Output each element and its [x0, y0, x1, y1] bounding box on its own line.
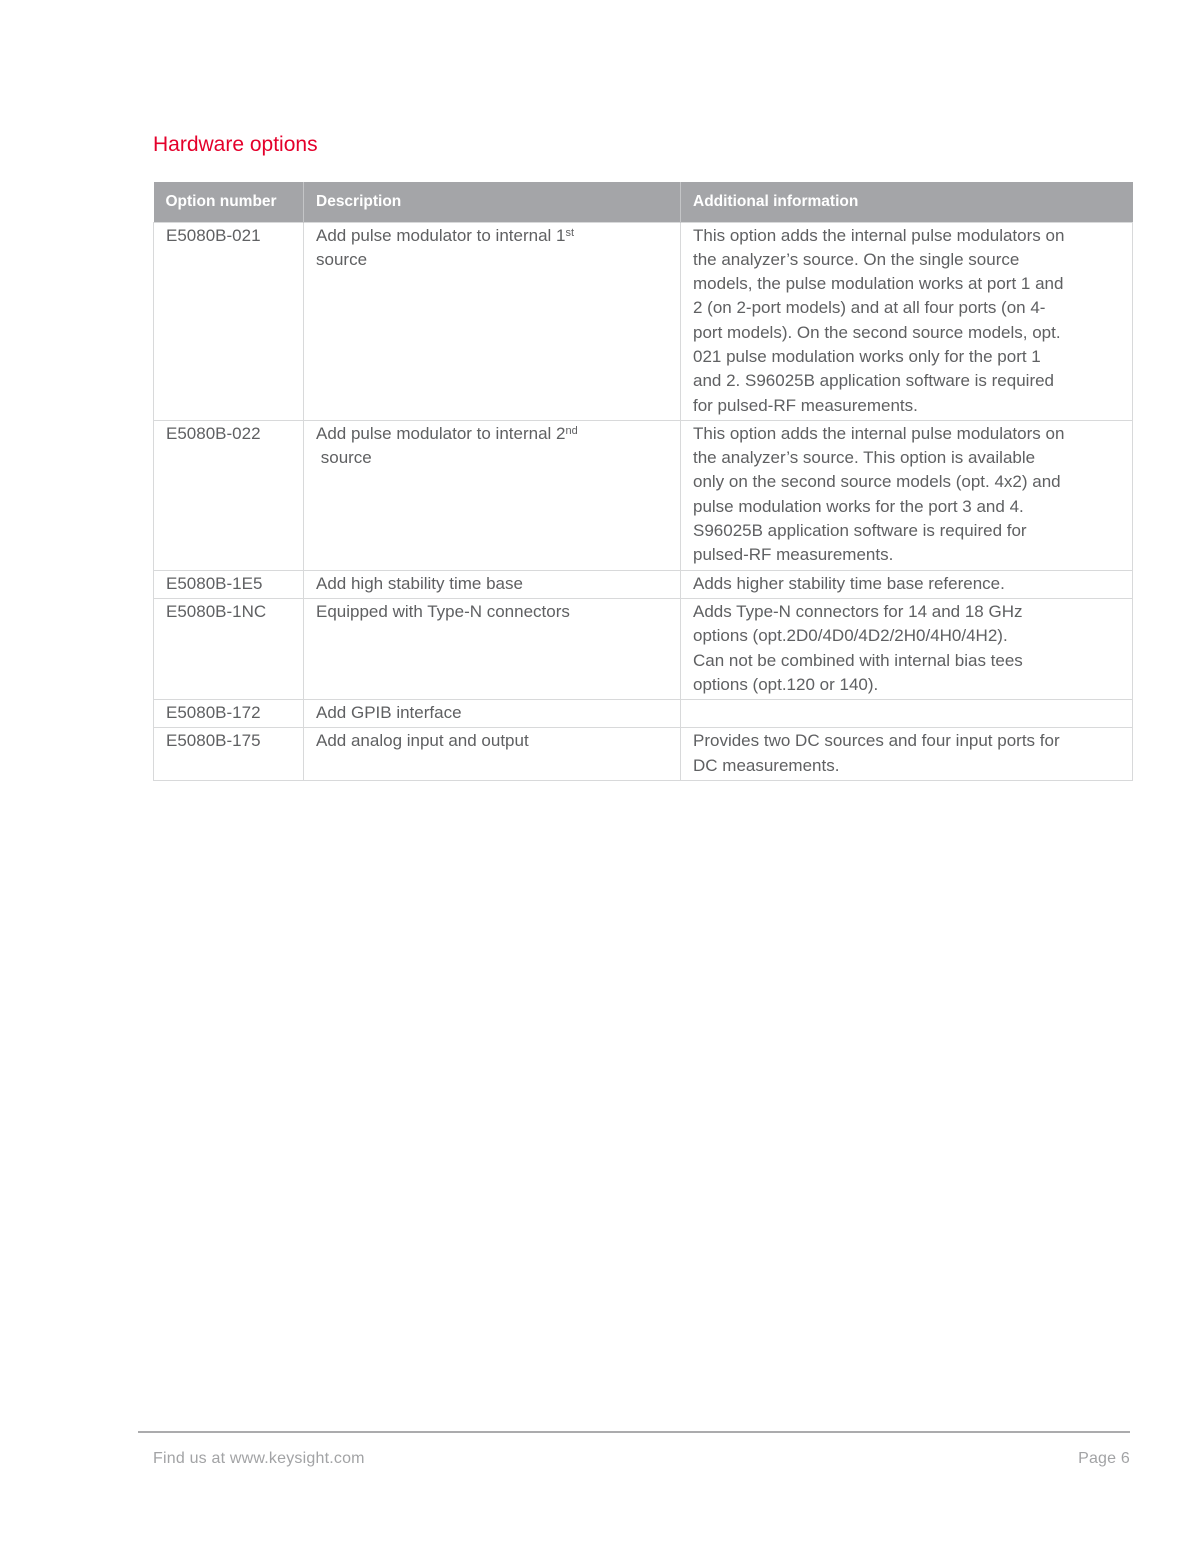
- description-cell: Add analog input and output: [304, 728, 681, 781]
- page-footer: [153, 1450, 1130, 1468]
- additional-information-cell: Adds Type-N connectors for 14 and 18 GHz options (opt.2D0/4D0/4D2/2H0/4H0/4H2). Can not be combined with internal bias tees options (opt.120 or 140).: [681, 598, 1133, 699]
- hardware-options-table: [153, 182, 1133, 781]
- page-title: Hardware options: [153, 133, 318, 156]
- description-cell: Add GPIB interface: [304, 700, 681, 728]
- option-number-cell: E5080B-1E5: [154, 570, 304, 598]
- table-row: [154, 222, 1133, 420]
- ordinal-superscript: nd: [565, 424, 578, 437]
- description-cell: Add high stability time base: [304, 570, 681, 598]
- additional-information-cell: This option adds the internal pulse modulators on the analyzer’s source. On the single source models, the pulse modulation works at port 1 and 2 (on 2-port models) and at all four ports (on 4- port models). On the second source models, opt. 021 pulse modulation works only for the port 1 and 2. S96025B application software is required for pulsed-RF measurements.: [681, 222, 1133, 420]
- description-cell: Add pulse modulator to internal 1st source: [304, 222, 681, 420]
- additional-information-cell: Provides two DC sources and four input ports for DC measurements.: [681, 728, 1133, 781]
- table-row: [154, 598, 1133, 699]
- additional-information-cell: This option adds the internal pulse modulators on the analyzer’s source. This option is available only on the second source models (opt. 4x2) and pulse modulation works for the port 3 and 4. S96025B application software is required for pulsed-RF measurements.: [681, 420, 1133, 570]
- option-number-cell: E5080B-021: [154, 222, 304, 420]
- table-row: [154, 700, 1133, 728]
- table-row: [154, 570, 1133, 598]
- table-row: [154, 420, 1133, 570]
- table-header-row: [154, 182, 1133, 222]
- additional-information-cell: [681, 700, 1133, 728]
- table-body: [154, 222, 1133, 781]
- option-number-cell: E5080B-175: [154, 728, 304, 781]
- option-number-cell: E5080B-022: [154, 420, 304, 570]
- column-header-description: Description: [304, 182, 681, 222]
- ordinal-superscript: st: [565, 226, 575, 239]
- column-header-additional-information: Additional information: [681, 182, 1133, 222]
- footer-divider: [138, 1431, 1130, 1433]
- column-header-option-number: Option number: [154, 182, 304, 222]
- additional-information-cell: Adds higher stability time base reference.: [681, 570, 1133, 598]
- description-cell: Equipped with Type-N connectors: [304, 598, 681, 699]
- option-number-cell: E5080B-172: [154, 700, 304, 728]
- table-row: [154, 728, 1133, 781]
- option-number-cell: E5080B-1NC: [154, 598, 304, 699]
- description-cell: Add pulse modulator to internal 2nd source: [304, 420, 681, 570]
- footer-website-link[interactable]: Find us at www.keysight.com: [153, 1450, 365, 1467]
- page-number: Page 6: [1078, 1450, 1130, 1467]
